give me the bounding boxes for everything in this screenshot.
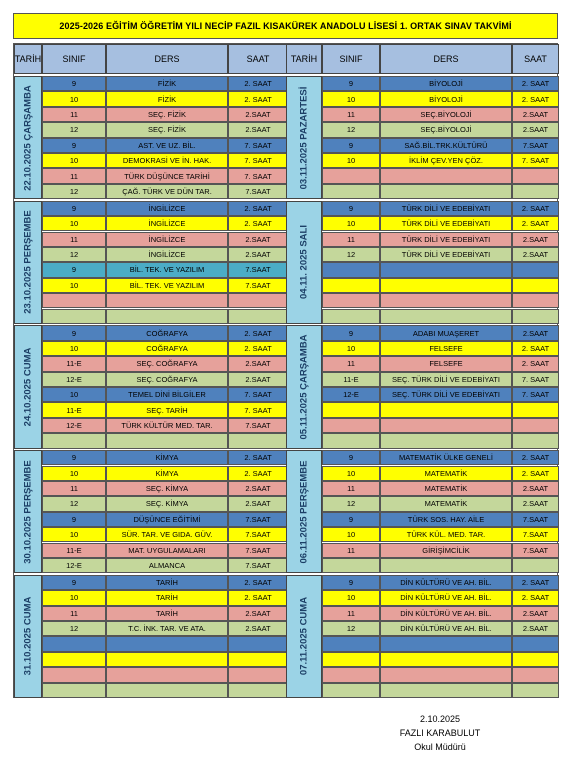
left-saat-cell: 2. SAAT <box>228 216 288 231</box>
right-ders-cell <box>380 652 512 667</box>
right-saat-cell <box>512 636 559 651</box>
left-sinif-cell: 9 <box>42 325 106 340</box>
left-header-tarih: TARİH <box>14 44 42 74</box>
left-header-sinif: SINIF <box>42 44 106 74</box>
right-ders-cell: TÜRK DİLİ VE EDEBİYATI <box>380 232 512 247</box>
right-ders-cell <box>380 184 512 199</box>
right-ders-cell <box>380 262 512 277</box>
right-sinif-cell <box>322 558 380 573</box>
right-saat-cell: 7. SAAT <box>512 387 559 402</box>
right-saat-cell <box>512 402 559 417</box>
left-sinif-cell <box>42 636 106 651</box>
left-saat-cell: 7.SAAT <box>228 262 288 277</box>
left-ders-cell: İNGİLİZCE <box>106 247 228 262</box>
left-saat-cell: 2. SAAT <box>228 450 288 465</box>
right-ders-cell <box>380 558 512 573</box>
left-sinif-cell: 10 <box>42 387 106 402</box>
left-saat-cell: 2.SAAT <box>228 481 288 496</box>
right-saat-cell <box>512 667 559 682</box>
right-saat-cell: 2. SAAT <box>512 450 559 465</box>
right-saat-cell <box>512 168 559 183</box>
left-ders-cell: İNGİLİZCE <box>106 216 228 231</box>
right-saat-cell: 2.SAAT <box>512 496 559 511</box>
right-sinif-cell: 11 <box>322 107 380 122</box>
right-ders-cell: SEÇ. TÜRK DİLİ VE EDEBİYATI <box>380 387 512 402</box>
right-sinif-cell <box>322 433 380 448</box>
left-saat-cell <box>228 293 288 308</box>
right-ders-cell: TÜRK KÜL. MED. TAR. <box>380 527 512 542</box>
exam-date: 05.11.2025 ÇARŞAMBA <box>298 334 310 440</box>
right-sinif-cell: 11 <box>322 481 380 496</box>
exam-date: 07.11.2025 CUMA <box>298 597 310 676</box>
right-ders-cell: MATEMATİK <box>380 481 512 496</box>
left-ders-cell: KİMYA <box>106 466 228 481</box>
left-saat-cell: 2.SAAT <box>228 107 288 122</box>
right-ders-cell: DİN KÜLTÜRÜ VE AH. BİL. <box>380 621 512 636</box>
right-saat-cell: 2.SAAT <box>512 107 559 122</box>
left-sinif-cell <box>42 433 106 448</box>
left-saat-cell: 2.SAAT <box>228 122 288 137</box>
right-sinif-cell: 12 <box>322 247 380 262</box>
left-saat-cell: 7. SAAT <box>228 138 288 153</box>
right-sinif-cell: 10 <box>322 341 380 356</box>
right-ders-cell: İKLİM ÇEV.YEN ÇÖZ. <box>380 153 512 168</box>
right-saat-cell <box>512 293 559 308</box>
right-date-cell <box>286 201 322 324</box>
left-saat-cell: 7.SAAT <box>228 558 288 573</box>
right-sinif-cell <box>322 667 380 682</box>
right-saat-cell: 2.SAAT <box>512 247 559 262</box>
right-header-sinif: SINIF <box>322 44 380 74</box>
right-ders-cell: DİN KÜLTÜRÜ VE AH. BİL. <box>380 606 512 621</box>
left-sinif-cell <box>42 683 106 698</box>
right-saat-cell: 2. SAAT <box>512 466 559 481</box>
right-ders-cell: BİYOLOJİ <box>380 76 512 91</box>
left-sinif-cell: 11-E <box>42 356 106 371</box>
left-saat-cell: 2.SAAT <box>228 606 288 621</box>
left-sinif-cell: 12 <box>42 247 106 262</box>
left-saat-cell: 2. SAAT <box>228 325 288 340</box>
schedule-title: 2025-2026 EĞİTİM ÖĞRETİM YILI NECİP FAZIL KISAKÜREK ANADOLU LİSESİ 1. ORTAK SINAV TAKVİMİ <box>13 13 558 39</box>
left-saat-cell: 7.SAAT <box>228 418 288 433</box>
right-date-cell <box>286 450 322 573</box>
right-sinif-cell: 11 <box>322 356 380 371</box>
left-ders-cell: TÜRK DÜŞÜNCE TARİHİ <box>106 168 228 183</box>
left-saat-cell: 2. SAAT <box>228 76 288 91</box>
left-ders-cell <box>106 667 228 682</box>
exam-date: 31.10.2025 CUMA <box>22 597 34 676</box>
left-sinif-cell: 11 <box>42 168 106 183</box>
right-sinif-cell: 11 <box>322 606 380 621</box>
right-sinif-cell: 12-E <box>322 387 380 402</box>
right-ders-cell <box>380 293 512 308</box>
left-sinif-cell: 10 <box>42 278 106 293</box>
left-sinif-cell: 11-E <box>42 543 106 558</box>
left-ders-cell: KİMYA <box>106 450 228 465</box>
left-ders-cell: DEMOKRASİ VE İN. HAK. <box>106 153 228 168</box>
right-saat-cell: 2. SAAT <box>512 201 559 216</box>
right-sinif-cell <box>322 652 380 667</box>
right-ders-cell <box>380 667 512 682</box>
left-ders-cell: TARİH <box>106 575 228 590</box>
left-saat-cell <box>228 636 288 651</box>
left-saat-cell: 2.SAAT <box>228 621 288 636</box>
left-sinif-cell: 11 <box>42 481 106 496</box>
right-saat-cell: 7.SAAT <box>512 543 559 558</box>
right-ders-cell: BİYOLOJİ <box>380 91 512 106</box>
right-saat-cell: 2. SAAT <box>512 356 559 371</box>
left-sinif-cell: 12-E <box>42 558 106 573</box>
left-sinif-cell <box>42 309 106 324</box>
right-sinif-cell: 10 <box>322 590 380 605</box>
right-header-saat: SAAT <box>512 44 559 74</box>
left-saat-cell: 2. SAAT <box>228 91 288 106</box>
exam-date: 06.11.2025 PERŞEMBE <box>298 460 310 564</box>
right-sinif-cell: 9 <box>322 201 380 216</box>
left-saat-cell: 2. SAAT <box>228 575 288 590</box>
right-saat-cell <box>512 683 559 698</box>
right-ders-cell: TÜRK DİLİ VE EDEBİYATI <box>380 201 512 216</box>
right-ders-cell: SEÇ. TÜRK DİLİ VE EDEBİYATI <box>380 372 512 387</box>
right-ders-cell: SEÇ.BİYOLOJİ <box>380 107 512 122</box>
right-date-cell <box>286 575 322 698</box>
left-ders-cell: BİL. TEK. VE YAZILIM <box>106 278 228 293</box>
exam-schedule-table <box>13 43 558 698</box>
right-sinif-cell: 10 <box>322 91 380 106</box>
right-saat-cell <box>512 309 559 324</box>
left-ders-cell: TARİH <box>106 590 228 605</box>
right-sinif-cell <box>322 402 380 417</box>
left-ders-cell: DÜŞÜNCE EĞİTİMİ <box>106 512 228 527</box>
left-ders-cell: BİL. TEK. VE YAZILIM <box>106 262 228 277</box>
left-saat-cell <box>228 667 288 682</box>
right-saat-cell: 7. SAAT <box>512 153 559 168</box>
right-ders-cell <box>380 168 512 183</box>
left-sinif-cell <box>42 652 106 667</box>
left-sinif-cell: 9 <box>42 450 106 465</box>
right-ders-cell: MATEMATİK ÜLKE GENELİ <box>380 450 512 465</box>
right-saat-cell: 7.SAAT <box>512 527 559 542</box>
left-sinif-cell: 12 <box>42 496 106 511</box>
right-ders-cell <box>380 433 512 448</box>
right-ders-cell: TÜRK DİLİ VE EDEBİYATI <box>380 247 512 262</box>
right-date-cell <box>286 76 322 199</box>
right-ders-cell: GİRİŞİMCİLİK <box>380 543 512 558</box>
right-ders-cell: MATEMATİK <box>380 466 512 481</box>
right-sinif-cell: 9 <box>322 76 380 91</box>
left-ders-cell: SEÇ. COĞRAFYA <box>106 356 228 371</box>
left-date-cell <box>14 450 42 573</box>
principal-role: Okul Müdürü <box>414 742 466 752</box>
left-date-cell <box>14 76 42 199</box>
left-saat-cell: 2. SAAT <box>228 201 288 216</box>
left-ders-cell: TEMEL DİNİ BİLGİLER <box>106 387 228 402</box>
left-saat-cell: 7. SAAT <box>228 387 288 402</box>
right-sinif-cell <box>322 168 380 183</box>
right-sinif-cell: 12 <box>322 496 380 511</box>
left-ders-cell: ALMANCA <box>106 558 228 573</box>
right-saat-cell: 2.SAAT <box>512 232 559 247</box>
left-sinif-cell: 12 <box>42 184 106 199</box>
left-ders-cell: SEÇ. FİZİK <box>106 107 228 122</box>
left-saat-cell: 7.SAAT <box>228 184 288 199</box>
right-saat-cell <box>512 184 559 199</box>
left-sinif-cell: 9 <box>42 512 106 527</box>
right-sinif-cell: 10 <box>322 216 380 231</box>
principal-name: FAZLI KARABULUT <box>399 728 481 738</box>
left-sinif-cell: 10 <box>42 590 106 605</box>
left-date-cell <box>14 575 42 698</box>
right-saat-cell: 2.SAAT <box>512 621 559 636</box>
left-ders-cell <box>106 293 228 308</box>
right-sinif-cell: 10 <box>322 527 380 542</box>
right-ders-cell: SEÇ.BİYOLOJİ <box>380 122 512 137</box>
exam-date: 04.11. 2025 SALI <box>298 225 310 300</box>
right-sinif-cell <box>322 636 380 651</box>
left-sinif-cell <box>42 293 106 308</box>
left-ders-cell <box>106 433 228 448</box>
left-saat-cell: 2. SAAT <box>228 341 288 356</box>
left-sinif-cell <box>42 667 106 682</box>
right-sinif-cell: 10 <box>322 153 380 168</box>
right-saat-cell: 7. SAAT <box>512 372 559 387</box>
left-ders-cell <box>106 636 228 651</box>
left-saat-cell: 7.SAAT <box>228 543 288 558</box>
exam-date: 24.10.2025 CUMA <box>22 347 34 427</box>
right-saat-cell <box>512 652 559 667</box>
left-ders-cell: İNGİLİZCE <box>106 232 228 247</box>
left-sinif-cell: 10 <box>42 341 106 356</box>
right-sinif-cell: 12 <box>322 122 380 137</box>
exam-date: 03.11.2025 PAZARTESİ <box>298 86 310 189</box>
right-ders-cell: FELSEFE <box>380 341 512 356</box>
signature-block <box>380 712 500 754</box>
right-saat-cell: 2.SAAT <box>512 325 559 340</box>
right-ders-cell <box>380 683 512 698</box>
left-sinif-cell: 11-E <box>42 402 106 417</box>
right-saat-cell <box>512 418 559 433</box>
left-sinif-cell: 9 <box>42 575 106 590</box>
right-sinif-cell: 9 <box>322 512 380 527</box>
left-saat-cell: 7.SAAT <box>228 512 288 527</box>
right-saat-cell <box>512 558 559 573</box>
right-saat-cell <box>512 262 559 277</box>
left-ders-cell: İNGİLİZCE <box>106 201 228 216</box>
right-ders-cell: ADABI MUAŞERET <box>380 325 512 340</box>
left-saat-cell <box>228 683 288 698</box>
left-ders-cell <box>106 309 228 324</box>
right-sinif-cell <box>322 262 380 277</box>
right-saat-cell: 2.SAAT <box>512 122 559 137</box>
left-sinif-cell: 12-E <box>42 418 106 433</box>
left-saat-cell: 7. SAAT <box>228 402 288 417</box>
left-saat-cell: 7. SAAT <box>228 153 288 168</box>
right-saat-cell: 2. SAAT <box>512 590 559 605</box>
left-sinif-cell: 10 <box>42 91 106 106</box>
right-ders-cell <box>380 402 512 417</box>
left-ders-cell: COĞRAFYA <box>106 325 228 340</box>
right-date-cell <box>286 325 322 448</box>
right-header-tarih: TARİH <box>286 44 322 74</box>
left-sinif-cell: 10 <box>42 527 106 542</box>
right-ders-cell <box>380 418 512 433</box>
left-sinif-cell: 9 <box>42 76 106 91</box>
right-ders-cell: SAĞ.BİL.TRK.KÜLTÜRÜ <box>380 138 512 153</box>
right-sinif-cell: 11 <box>322 232 380 247</box>
right-sinif-cell: 10 <box>322 466 380 481</box>
right-sinif-cell <box>322 293 380 308</box>
left-ders-cell: T.C. İNK. TAR. VE ATA. <box>106 621 228 636</box>
left-ders-cell: FİZİK <box>106 91 228 106</box>
right-ders-cell <box>380 278 512 293</box>
left-ders-cell: MAT. UYGULAMALARI <box>106 543 228 558</box>
left-header-saat: SAAT <box>228 44 288 74</box>
left-sinif-cell: 12 <box>42 122 106 137</box>
left-saat-cell: 7.SAAT <box>228 278 288 293</box>
left-ders-cell: COĞRAFYA <box>106 341 228 356</box>
left-saat-cell <box>228 433 288 448</box>
left-saat-cell: 7. SAAT <box>228 168 288 183</box>
right-saat-cell: 2.SAAT <box>512 481 559 496</box>
exam-date: 30.10.2025 PERŞEMBE <box>22 459 34 564</box>
left-sinif-cell: 10 <box>42 466 106 481</box>
right-sinif-cell: 9 <box>322 325 380 340</box>
left-sinif-cell: 12 <box>42 621 106 636</box>
right-ders-cell: MATEMATİK <box>380 496 512 511</box>
right-saat-cell <box>512 433 559 448</box>
left-ders-cell: TÜRK KÜLTÜR MED. TAR. <box>106 418 228 433</box>
left-date-cell <box>14 201 42 324</box>
right-header-ders: DERS <box>380 44 512 74</box>
left-header-ders: DERS <box>106 44 228 74</box>
left-saat-cell: 2.SAAT <box>228 247 288 262</box>
right-ders-cell: TÜRK SOS. HAY. AİLE <box>380 512 512 527</box>
left-saat-cell <box>228 309 288 324</box>
right-saat-cell: 2. SAAT <box>512 341 559 356</box>
left-ders-cell: AST. VE UZ. BİL. <box>106 138 228 153</box>
right-saat-cell: 2. SAAT <box>512 76 559 91</box>
left-sinif-cell: 10 <box>42 216 106 231</box>
left-sinif-cell: 10 <box>42 153 106 168</box>
right-saat-cell: 7.SAAT <box>512 138 559 153</box>
right-sinif-cell <box>322 278 380 293</box>
right-ders-cell: DİN KÜLTÜRÜ VE AH. BİL. <box>380 575 512 590</box>
right-sinif-cell <box>322 683 380 698</box>
right-ders-cell <box>380 636 512 651</box>
left-sinif-cell: 11 <box>42 232 106 247</box>
footer-date: 2.10.2025 <box>419 714 461 724</box>
left-date-cell <box>14 325 42 448</box>
right-sinif-cell <box>322 309 380 324</box>
right-sinif-cell: 9 <box>322 450 380 465</box>
left-saat-cell: 2.SAAT <box>228 356 288 371</box>
left-saat-cell: 7.SAAT <box>228 527 288 542</box>
right-sinif-cell: 11 <box>322 543 380 558</box>
right-ders-cell: DİN KÜLTÜRÜ VE AH. BİL. <box>380 590 512 605</box>
right-sinif-cell: 11-E <box>322 372 380 387</box>
left-ders-cell <box>106 652 228 667</box>
left-sinif-cell: 9 <box>42 262 106 277</box>
left-ders-cell: SEÇ. KİMYA <box>106 496 228 511</box>
left-ders-cell: ÇAĞ. TÜRK VE DÜN TAR. <box>106 184 228 199</box>
right-saat-cell: 2. SAAT <box>512 216 559 231</box>
right-saat-cell: 2. SAAT <box>512 91 559 106</box>
left-ders-cell: TARİH <box>106 606 228 621</box>
right-sinif-cell <box>322 418 380 433</box>
left-sinif-cell: 11 <box>42 606 106 621</box>
left-saat-cell <box>228 652 288 667</box>
left-ders-cell: SEÇ. FİZİK <box>106 122 228 137</box>
left-sinif-cell: 11 <box>42 107 106 122</box>
right-sinif-cell: 9 <box>322 575 380 590</box>
right-saat-cell: 7.SAAT <box>512 512 559 527</box>
right-saat-cell <box>512 278 559 293</box>
left-saat-cell: 2.SAAT <box>228 232 288 247</box>
left-sinif-cell: 12-E <box>42 372 106 387</box>
exam-date: 22.10.2025 ÇARŞAMBA <box>22 84 34 191</box>
left-saat-cell: 2. SAAT <box>228 466 288 481</box>
left-ders-cell: SEÇ. KİMYA <box>106 481 228 496</box>
left-ders-cell: SÜR. TAR. VE GIDA. GÜV. <box>106 527 228 542</box>
left-saat-cell: 2.SAAT <box>228 496 288 511</box>
left-ders-cell: FİZİK <box>106 76 228 91</box>
left-ders-cell: SEÇ. TARİH <box>106 402 228 417</box>
left-ders-cell: SEÇ. COĞRAFYA <box>106 372 228 387</box>
right-ders-cell: TÜRK DİLİ VE EDEBİYATI <box>380 216 512 231</box>
exam-date: 23.10.2025 PERŞEMBE <box>22 210 34 315</box>
right-sinif-cell: 12 <box>322 621 380 636</box>
right-ders-cell <box>380 309 512 324</box>
left-sinif-cell: 9 <box>42 138 106 153</box>
left-sinif-cell: 9 <box>42 201 106 216</box>
left-ders-cell <box>106 683 228 698</box>
left-saat-cell: 2.SAAT <box>228 372 288 387</box>
right-sinif-cell: 9 <box>322 138 380 153</box>
right-ders-cell: FELSEFE <box>380 356 512 371</box>
right-sinif-cell <box>322 184 380 199</box>
right-saat-cell: 2. SAAT <box>512 575 559 590</box>
left-saat-cell: 2. SAAT <box>228 590 288 605</box>
right-saat-cell: 2.SAAT <box>512 606 559 621</box>
